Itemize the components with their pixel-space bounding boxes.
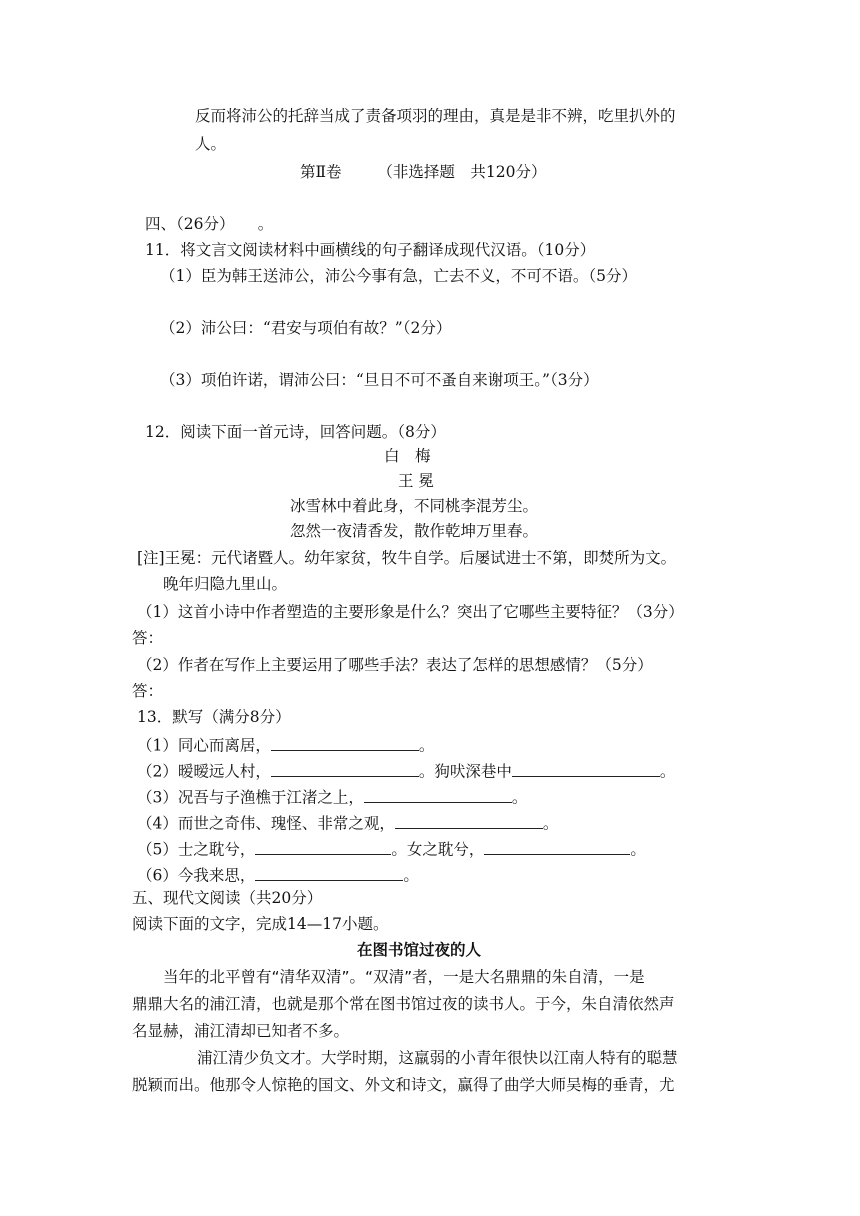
question-12-title: 12．阅读下面一首元诗，回答问题。（8分） [145,423,446,441]
fill-blank[interactable] [512,760,660,777]
passage-continuation-line: 人。 [195,135,227,153]
part-five-instruction: 阅读下面的文字，完成14—17小题。 [132,915,389,933]
poem-line: 忽然一夜清香发，散作乾坤万里春。 [290,522,539,540]
recitation-item-1: （1）同心而离居， 。 [137,734,434,755]
article-paragraph-line: 脱颖而出。他那令人惊艳的国文、外文和诗文，赢得了曲学大师吴梅的垂青，尤 [132,1076,675,1094]
fill-blank[interactable] [271,760,419,777]
article-paragraph-line: 鼎鼎大名的浦江清，也就是那个常在图书馆过夜的读书人。于今，朱自清依然声 [132,995,675,1013]
volume-label: 第Ⅱ卷 [300,163,342,181]
poem-note-line: [注]王冕：元代诸暨人。幼年家贫，牧牛自学。后屡试进士不第，即焚所为文。 [137,549,677,567]
article-paragraph-line: 浦江清少负文才。大学时期，这羸弱的小青年很快以江南人特有的聪慧 [197,1049,678,1067]
poem-line: 冰雪林中着此身，不同桃李混芳尘。 [290,497,539,515]
fill-blank[interactable] [255,864,403,881]
article-paragraph-line: 当年的北平曾有“清华双清”。“双清”者，一是大名鼎鼎的朱自清，一是 [163,968,645,986]
fill-blank[interactable] [255,838,391,855]
answer-label: 答： [132,629,164,647]
poem-note-line: 晚年归隐九里山。 [163,575,288,593]
fill-blank[interactable] [395,812,543,829]
recitation-item-2: （2）暧暧远人村， 。狗吠深巷中 。 [137,760,675,781]
recitation-item-4: （4）而世之奇伟、瑰怪、非常之观， 。 [137,812,558,833]
part-five-heading: 五、现代文阅读（共20分） [132,889,323,907]
recitation-item-5: （5）士之耽兮， 。女之耽兮， 。 [137,838,646,859]
article-title: 在图书馆过夜的人 [357,941,482,959]
answer-label: 答： [132,682,164,700]
recitation-item-3: （3）况吾与子渔樵于江渚之上， 。 [137,786,527,807]
fill-blank[interactable] [484,838,630,855]
volume-subtitle: （非选择题 共120分） [377,163,547,181]
question-12-sub-2: （2）作者在写作上主要运用了哪些手法？表达了怎样的思想感情？（5分） [137,656,653,674]
section-title-volume-two [300,163,547,182]
question-11-item-2: （2）沛公曰：“君安与项伯有故？”（2分） [160,319,452,337]
part-four-heading: 四、（26分） 。 [145,215,274,233]
article-paragraph-line: 名显赫，浦江清却已知者不多。 [132,1022,350,1040]
question-11-title: 11．将文言文阅读材料中画横线的句子翻译成现代汉语。（10分） [145,241,596,259]
question-12-sub-1: （1）这首小诗中作者塑造的主要形象是什么？突出了它哪些主要特征？（3分） [137,603,684,621]
question-13-title: 13．默写（满分8分） [137,708,291,726]
poem-author: 王 冕 [398,472,434,490]
question-11-item-1: （1）臣为韩王送沛公，沛公今事有急，亡去不义，不可不语。（5分） [160,267,637,285]
poem-title: 白 梅 [384,447,431,465]
fill-blank[interactable] [271,734,419,751]
fill-blank[interactable] [364,786,512,803]
recitation-item-6: （6）今我来思， 。 [137,864,419,885]
question-11-item-3: （3）项伯许诺，谓沛公曰：“旦日不可不蚤自来谢项王。”（3分） [160,371,599,389]
passage-continuation-line: 反而将沛公的托辞当成了责备项羽的理由，真是是非不辨，吃里扒外的 [195,107,676,125]
